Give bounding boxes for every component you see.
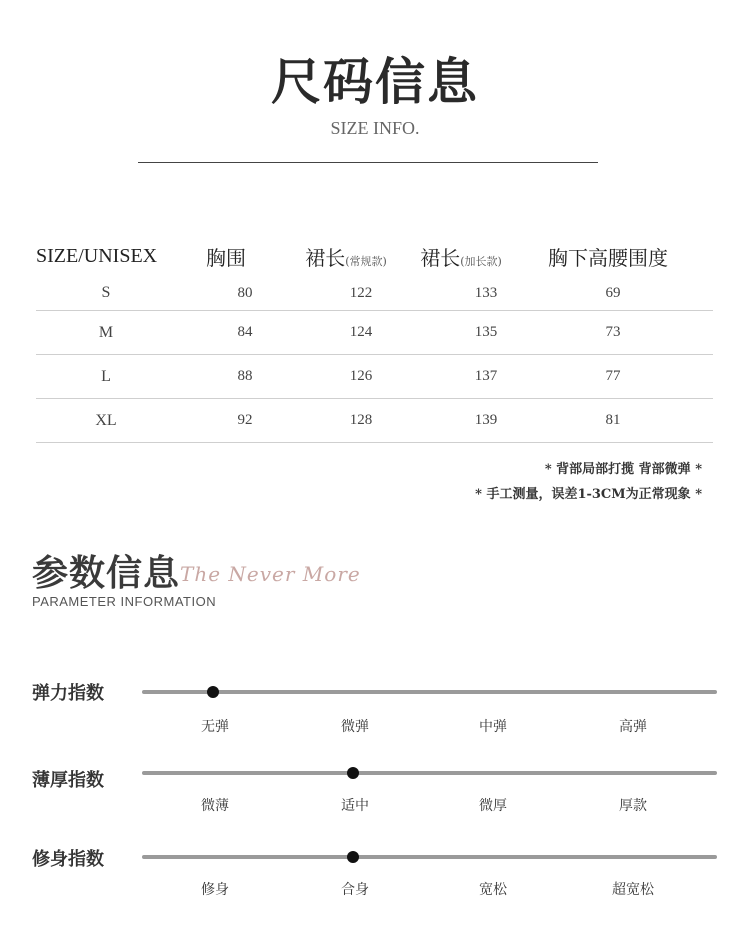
measure-cell: 122 [349, 284, 373, 301]
measure-cell: 135 [474, 324, 498, 340]
scale-marker[interactable] [347, 767, 359, 779]
measure-cell: 73 [605, 324, 621, 340]
parameter-title: 参数信息 [32, 552, 181, 594]
measure-cell: 139 [474, 412, 498, 428]
header-chest: 胸围 [206, 245, 246, 270]
size-cell: XL [95, 411, 117, 429]
scale-marker[interactable] [347, 851, 359, 863]
table-row [36, 276, 713, 311]
parameter-subtitle: PARAMETER INFORMATION [32, 594, 217, 609]
measure-cell: 84 [237, 324, 253, 340]
scale-option: 微厚 [479, 798, 507, 814]
scale-marker[interactable] [207, 686, 219, 698]
parameter-script-text: The Never More [180, 562, 361, 586]
measure-cell: 88 [237, 368, 253, 384]
measure-cell: 128 [349, 412, 373, 428]
size-cell: M [98, 323, 114, 341]
title-divider [138, 162, 598, 163]
measure-cell: 92 [237, 412, 253, 428]
header-length-regular: 裙长(常规款) [305, 245, 387, 270]
scale-option: 宽松 [479, 882, 507, 898]
scale-track[interactable] [142, 855, 717, 859]
measure-cell: 80 [237, 284, 253, 301]
measure-cell: 137 [474, 368, 498, 384]
scale-option: 微薄 [201, 798, 229, 814]
scale-track[interactable] [142, 690, 717, 694]
table-row [36, 355, 713, 399]
scale-label: 修身指数 [32, 849, 104, 870]
scale-option: 微弹 [341, 719, 369, 735]
scale-label: 薄厚指数 [32, 770, 104, 791]
measure-cell: 133 [474, 284, 498, 301]
page-subtitle: SIZE INFO. [330, 118, 420, 138]
measure-cell: 126 [349, 368, 373, 384]
scale-option: 无弹 [201, 719, 229, 735]
header-length-long: 裙长(加长款) [420, 245, 502, 270]
note-back-elastic: * 背部局部打揽 背部微弹 * [544, 462, 702, 477]
measure-cell: 81 [605, 412, 621, 428]
table-header-row [36, 236, 713, 276]
header-size: SIZE/UNISEX [36, 244, 158, 267]
scale-option: 修身 [201, 882, 229, 898]
measure-cell: 69 [605, 284, 621, 301]
scale-label: 弹力指数 [32, 683, 104, 704]
measure-cell: 124 [349, 324, 373, 340]
scale-track[interactable] [142, 771, 717, 775]
page-title: 尺码信息 [271, 52, 479, 111]
note-measurement-error: * 手工测量，误差1-3CM为正常现象 * [475, 487, 702, 502]
scale-option: 厚款 [619, 798, 647, 814]
scale-option: 中弹 [479, 719, 507, 735]
table-row [36, 311, 713, 355]
header-underbust: 胸下高腰围度 [548, 245, 668, 270]
size-cell: S [101, 284, 111, 301]
scale-option: 超宽松 [612, 882, 654, 898]
scale-option: 高弹 [619, 719, 647, 735]
scale-option: 适中 [341, 798, 369, 814]
table-row [36, 399, 713, 443]
scale-option: 合身 [341, 882, 369, 898]
measure-cell: 77 [605, 368, 621, 384]
size-cell: L [101, 367, 111, 385]
size-table [36, 236, 713, 443]
